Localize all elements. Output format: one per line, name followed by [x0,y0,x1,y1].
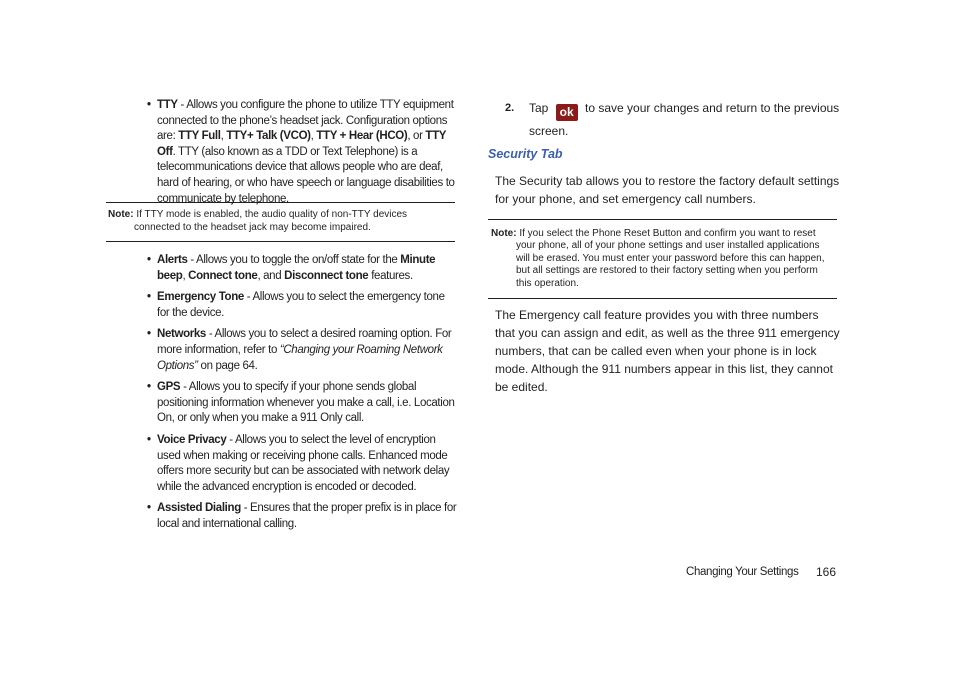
alerts-opt-disconnect: Disconnect tone [284,269,369,282]
reset-note-body [491,228,835,290]
list-item-networks [145,327,457,374]
ok-button-icon: ok [556,104,578,121]
note-text: If you select the Phone Reset Button and confirm you want to reset your phone, all of your phone settings and user installed applications will be erased. You must enter your password before this can happen, but all settings are restored to their factory setting when you perform this operation. [516,228,825,289]
sep: , or [407,130,426,143]
sep: , and [257,269,285,282]
tty-opt-full: TTY Full [178,130,221,143]
networks-label: Networks [157,328,206,341]
bullet: • [147,99,151,111]
list-item-emergency-tone [145,290,457,321]
bullet: • [147,328,151,341]
sep: , [182,269,189,282]
reset-note [488,219,837,299]
voice-privacy-text: - Allows you to select the level of encryption used when making or receiving phone calls. Enhanced mode offers more security but can be associated with network delay while the advanced encryption is encoded or decoded. [157,433,450,493]
tty-opt-vco: TTY+ Talk (VCO) [226,130,311,143]
bullet: • [147,433,151,446]
networks-text1: - Allows you to select a desired roaming option. For more information, refer to [157,328,452,356]
tty-text2: . TTY (also known as a TDD or Text Telephone) is a telecommunications device that allows people who are deaf, hard of hearing, or who have speech or language disabilities to communicate by telephone. [157,145,455,205]
bullet: • [147,254,151,266]
tty-opt-hco: TTY + Hear (HCO) [316,130,408,143]
step-2 [505,98,840,142]
list-item-gps [145,380,457,427]
step-text [529,98,840,142]
tty-note-body [108,209,453,234]
security-intro: The Security tab allows you to restore the factory default settings for your phone, and set emergency call numbers. [495,174,840,206]
options-list [145,253,457,533]
sep: , [220,130,227,143]
voice-privacy-label: Voice Privacy [157,433,227,446]
alerts-opt-minute: Minute beep [157,254,436,282]
note-label: Note: [491,228,517,239]
sep: , [310,130,317,143]
step-before: Tap [529,101,552,115]
emergency-tone-text: - Allows you to select the emergency tone for the device. [157,291,445,319]
tty-opt-off: TTY Off [157,130,446,158]
note-text: If TTY mode is enabled, the audio quality of non-TTY devices connected to the headset jack may become impaired. [133,209,408,233]
list-item-alerts [145,253,457,284]
list-item-assisted-dialing [145,501,457,532]
note-label: Note: [108,209,134,220]
bullet: • [147,291,151,304]
assisted-dialing-text: - Ensures that the proper prefix is in place for local and international calling. [157,502,457,530]
networks-text2: on page 64. [197,359,258,372]
gps-text: - Allows you to specify if your phone sends global positioning information whenever you make a call, i.e. Location On, or only when you make a 911 Only call. [157,381,455,425]
tty-label: TTY [157,99,178,111]
footer-section-title: Changing Your Settings [686,566,799,578]
page-number: 166 [816,565,837,579]
bullet: • [147,381,151,394]
list-item-tty [145,98,457,207]
alerts-opt-connect: Connect tone [188,269,258,282]
security-tab-heading: Security Tab [488,147,563,161]
step-number: 2. [505,102,515,114]
tty-note [106,202,455,242]
tty-list [145,98,457,207]
assisted-dialing-label: Assisted Dialing [157,502,241,515]
emergency-tone-label: Emergency Tone [157,291,244,304]
alerts-label: Alerts [157,254,188,266]
roaming-options-link[interactable]: “Changing your Roaming Network Options” [157,343,443,372]
list-item-voice-privacy [145,433,457,495]
bullet: • [147,502,151,515]
options-section [145,253,457,539]
gps-label: GPS [157,381,181,394]
tty-section [145,98,457,213]
emergency-paragraph: The Emergency call feature provides you with three numbers that you can assign and edit, as well as the three 911 emergency numbers, that can be called even when your phone is in lock mode. Although the 911 numbers appear in this list, they cannot be edited. [495,308,840,394]
alerts-text2: features. [368,269,413,282]
alerts-text1: - Allows you to toggle the on/off state for the [187,254,401,266]
step-after: to save your changes and return to the previous screen. [529,101,840,138]
tty-text1: - Allows you configure the phone to utilize TTY equipment connected to the phone’s headset jack. Configuration options are: [157,99,454,143]
